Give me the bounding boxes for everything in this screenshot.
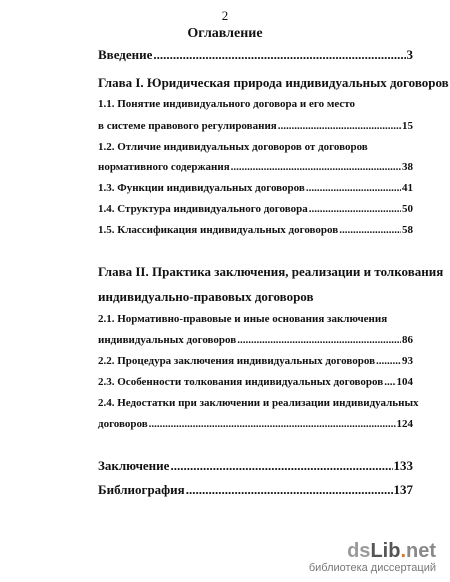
watermark-subtitle: библиотека диссертаций — [308, 562, 436, 574]
toc-entry-page: 133 — [393, 458, 413, 473]
toc-entry-label: индивидуальных договоров — [98, 334, 237, 346]
toc-entry-label: Введение — [98, 47, 153, 62]
toc-entry-2-2[interactable] — [98, 355, 413, 367]
toc-entry-page: 137 — [393, 482, 413, 497]
toc-entry-page: 3 — [406, 47, 413, 62]
dot-leader — [237, 334, 401, 346]
section-2-1-line1: 2.1. Нормативно-правовые и иные основания заключения — [98, 313, 388, 325]
dot-leader — [339, 224, 401, 236]
toc-entry-1-3[interactable] — [98, 182, 413, 194]
toc-entry-label: 1.4. Структура индивидуального договора — [98, 203, 308, 215]
toc-entry-1-1[interactable] — [98, 120, 413, 132]
dot-leader — [309, 203, 401, 215]
toc-entry-label: 1.3. Функции индивидуальных договоров — [98, 182, 305, 194]
chapter-2-heading-line1[interactable]: Глава II. Практика заключения, реализации и толкования — [98, 264, 444, 279]
dot-leader — [186, 482, 393, 498]
page-number: 2 — [221, 8, 229, 23]
toc-entry-1-4[interactable] — [98, 203, 413, 215]
toc-entry-1-5[interactable] — [98, 224, 413, 236]
toc-entry-2-3[interactable] — [98, 376, 413, 388]
toc-entry-page: 86 — [402, 334, 413, 346]
toc-title: Оглавление — [187, 26, 263, 41]
dot-leader — [376, 355, 401, 367]
toc-entry-page: 15 — [402, 120, 413, 132]
toc-entry-page: 41 — [402, 182, 413, 194]
dot-leader — [306, 182, 401, 194]
section-1-1-line1: 1.1. Понятие индивидуального договора и его место — [98, 98, 355, 110]
watermark — [309, 541, 436, 574]
chapter-1-heading[interactable]: Глава I. Юридическая природа индивидуальных договоров — [98, 75, 449, 90]
toc-entry-label: Библиография — [98, 482, 185, 497]
dot-leader — [149, 418, 396, 430]
chapter-2-heading-line2[interactable]: индивидуально-правовых договоров — [98, 289, 314, 304]
dot-leader — [278, 120, 401, 132]
dot-leader — [153, 47, 405, 63]
toc-entry-page: 50 — [402, 203, 413, 215]
toc-entry-1-2[interactable] — [98, 161, 413, 173]
toc-entry-page: 38 — [402, 161, 413, 173]
toc-entry-label: 2.3. Особенности толкования индивидуальных договоров — [98, 376, 384, 388]
toc-entry-intro[interactable] — [98, 47, 413, 63]
toc-entry-label: Заключение — [98, 458, 170, 473]
toc-entry-conclusion[interactable] — [98, 458, 413, 474]
toc-entry-page: 93 — [402, 355, 413, 367]
dot-leader — [231, 161, 401, 173]
section-1-2-line1: 1.2. Отличие индивидуальных договоров от договоров — [98, 141, 368, 153]
toc-entry-page: 104 — [396, 376, 413, 388]
toc-entry-2-1[interactable] — [98, 334, 413, 346]
toc-entry-label: 1.5. Классификация индивидуальных договоров — [98, 224, 339, 236]
watermark-logo: dsLib.net — [347, 540, 436, 562]
toc-entry-label: 2.2. Процедура заключения индивидуальных договоров — [98, 355, 376, 367]
toc-entry-bibliography[interactable] — [98, 482, 413, 498]
section-2-4-line1: 2.4. Недостатки при заключении и реализации индивидуальных — [98, 397, 419, 409]
dot-leader — [384, 376, 395, 388]
toc-entry-label: договоров — [98, 418, 148, 430]
toc-entry-label: нормативного содержания — [98, 161, 230, 173]
dot-leader — [170, 458, 392, 474]
toc-entry-page: 124 — [396, 418, 413, 430]
toc-entry-page: 58 — [402, 224, 413, 236]
toc-entry-label: в системе правового регулирования — [98, 120, 277, 132]
toc-entry-2-4[interactable] — [98, 418, 413, 430]
